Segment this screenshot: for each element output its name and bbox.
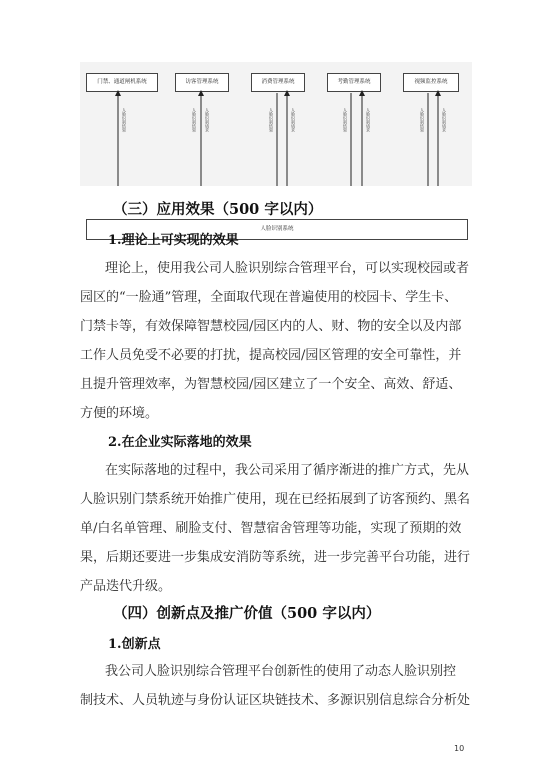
paragraph-line: 工作人员免受不必要的打扰，提高校园/园区管理的安全可靠性，并 xyxy=(80,348,462,363)
section-4-heading: （四）创新点及推广价值（500 字以内） xyxy=(113,605,381,622)
section-3-heading: （三）应用效果（500 字以内） xyxy=(113,201,323,218)
system-box-consumption: 消费管理系统 xyxy=(251,73,305,92)
page-number: 10 xyxy=(454,744,465,753)
arrow-label: 人脸识别结果 xyxy=(269,108,274,132)
paragraph-line: 理论上，使用我公司人脸识别综合管理平台，可以实现校园或者 xyxy=(105,261,470,276)
system-box-visitor: 访客管理系统 xyxy=(175,73,229,92)
paragraph-line: 且提升管理效率，为智慧校园/园区建立了一个安全、高效、舒适、 xyxy=(80,377,462,392)
paragraph-line: 果，后期还要进一步集成安消防等系统，进一步完善平台功能，进行 xyxy=(80,550,471,565)
paragraph-line: 我公司人脸识别综合管理平台创新性的使用了动态人脸识别控 xyxy=(105,664,457,679)
paragraph-line: 方便的环境。 xyxy=(80,406,159,421)
paragraph-line: 门禁卡等，有效保障智慧校园/园区内的人、财、物的安全以及内部 xyxy=(80,319,462,334)
system-box-attendance: 考勤管理系统 xyxy=(327,73,381,92)
section-4-sub1-heading: 1.创新点 xyxy=(108,637,161,652)
arrow-label: 人脸识别请求 xyxy=(442,108,447,132)
arrow-label: 人脸识别请求 xyxy=(205,108,210,132)
face-recognition-system-box: 人脸识别系统 xyxy=(86,219,468,240)
arrow-label: 人脸识别请求 xyxy=(366,108,371,132)
arrow-label: 人脸识别请求 xyxy=(291,108,296,132)
paragraph-line: 单/白名单管理、刷脸支付、智慧宿舍管理等功能，实现了预期的效 xyxy=(80,521,462,536)
paragraph-line: 制技术、人员轨迹与身份认证区块链技术、多源识别信息综合分析处 xyxy=(80,693,471,708)
arrow-label: 人脸识别结果 xyxy=(192,108,197,132)
arrow-label: 人脸识别结果 xyxy=(122,108,127,132)
arrow-label: 人脸识别结果 xyxy=(420,108,425,132)
diagram-arrows xyxy=(80,62,472,186)
paragraph-line: 园区的“一脸通”管理，全面取代现在普遍使用的校园卡、学生卡、 xyxy=(80,290,458,305)
section-3-sub1-heading: 1.理论上可实现的效果 xyxy=(108,233,239,248)
paragraph-line: 在实际落地的过程中，我公司采用了循序渐进的推广方式，先从 xyxy=(105,463,470,478)
paragraph-line: 人脸识别门禁系统开始推广使用，现在已经拓展到了访客预约、黑名 xyxy=(80,492,471,507)
arrow-label: 人脸识别结果 xyxy=(343,108,348,132)
section-3-sub2-heading: 2.在企业实际落地的效果 xyxy=(108,435,252,450)
system-box-access-gate: 门禁、通道闸机系统 xyxy=(86,73,158,92)
system-box-video-monitor: 视频监控系统 xyxy=(403,73,459,92)
paragraph-line: 产品迭代升级。 xyxy=(80,579,172,594)
